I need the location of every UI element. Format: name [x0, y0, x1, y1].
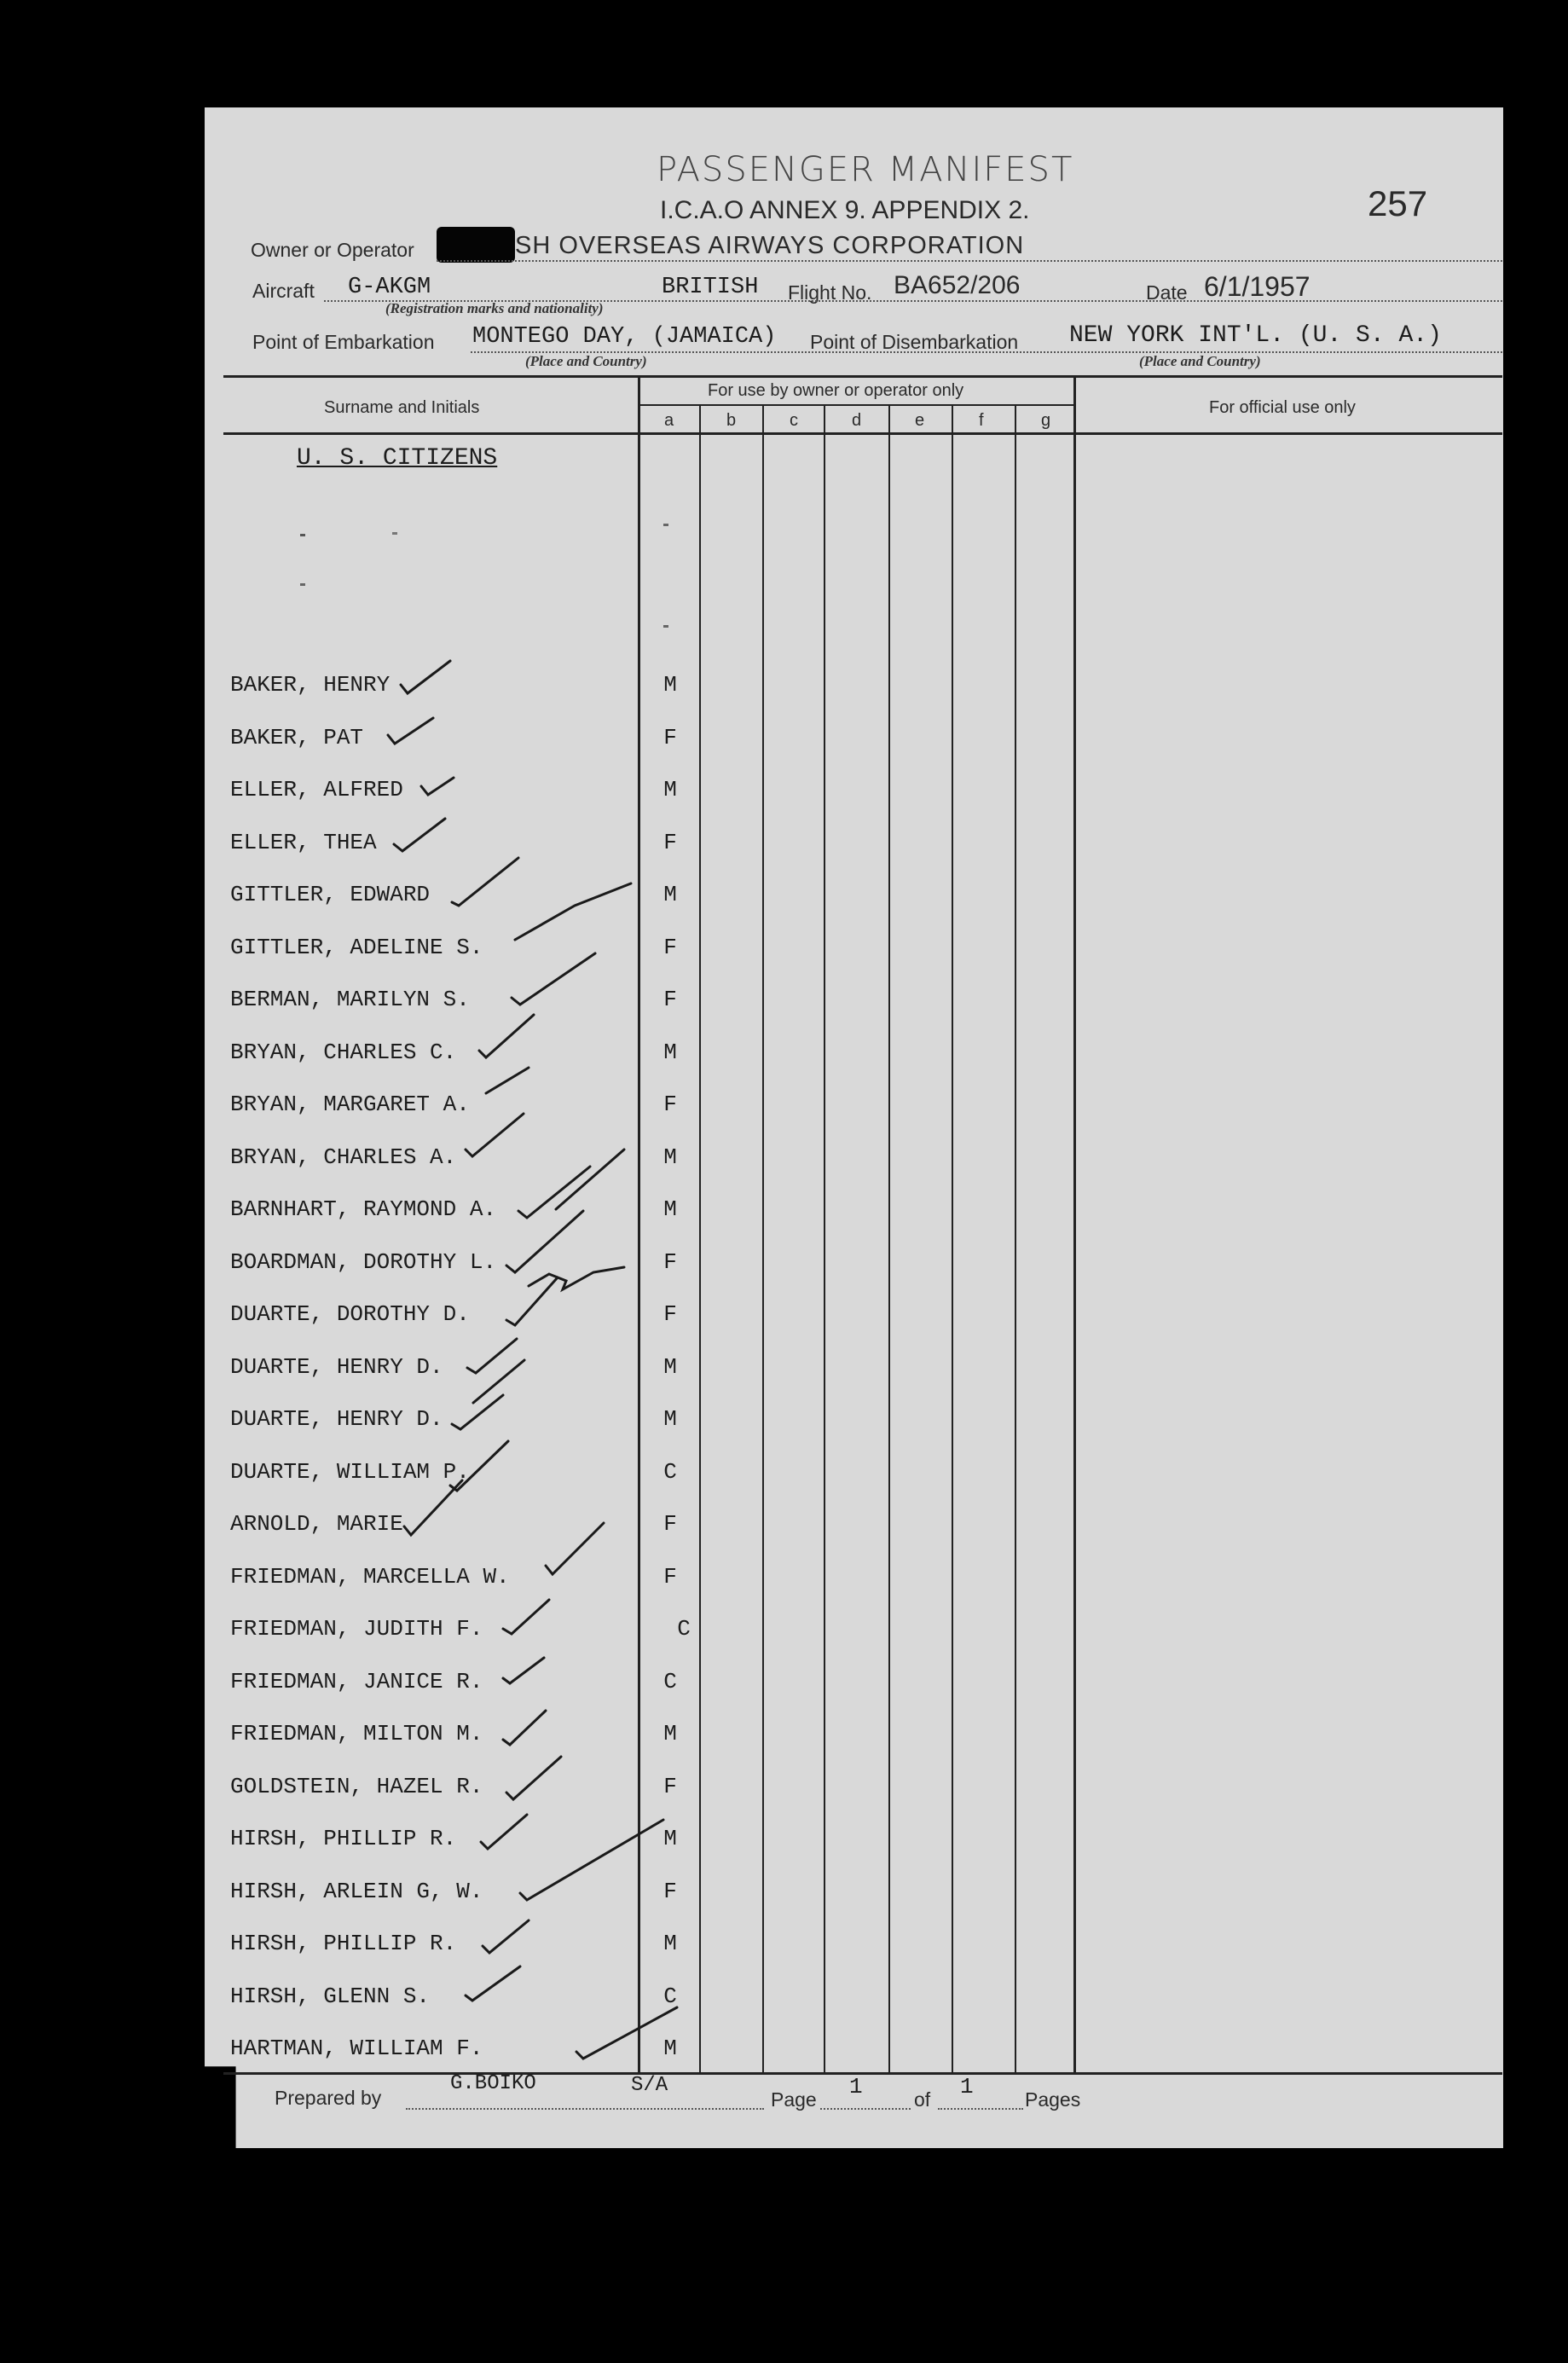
passenger-sex: M	[663, 1196, 677, 1222]
passenger-name: BAKER, PAT	[230, 725, 364, 750]
aircraft-label: Aircraft	[252, 280, 315, 302]
registration-caption: (Registration marks and nationality)	[385, 300, 604, 316]
passenger-sex: C	[663, 1669, 677, 1694]
passenger-sex: F	[663, 830, 677, 855]
passenger-name: ELLER, ALFRED	[230, 777, 403, 802]
passenger-sex: F	[663, 1092, 677, 1117]
column-e-header: e	[915, 411, 925, 430]
passenger-sex: M	[663, 672, 677, 698]
passenger-name: BRYAN, CHARLES A.	[230, 1144, 457, 1170]
passenger-sex: F	[663, 725, 677, 750]
of-label: of	[914, 2088, 931, 2111]
passenger-name: ARNOLD, MARIE	[230, 1511, 403, 1537]
owner-use-header: For use by owner or operator only	[708, 381, 964, 400]
passenger-sex: C	[663, 1984, 677, 2009]
total-pages-value: 1	[960, 2074, 974, 2099]
passenger-sex: F	[663, 987, 677, 1012]
nationality-value: BRITISH	[662, 275, 759, 300]
place-caption-disembark: (Place and Country)	[1139, 353, 1261, 369]
form-subtitle: I.C.A.O ANNEX 9. APPENDIX 2.	[660, 196, 1030, 224]
passenger-sex: M	[663, 1354, 677, 1380]
passenger-name: BERMAN, MARILYN S.	[230, 987, 470, 1012]
passenger-name: FRIEDMAN, MARCELLA W.	[230, 1564, 510, 1590]
passenger-name: FRIEDMAN, MILTON M.	[230, 1721, 483, 1746]
passenger-sex: C	[663, 1459, 677, 1485]
passenger-sex: F	[663, 1249, 677, 1275]
passenger-name: DUARTE, HENRY D.	[230, 1354, 443, 1380]
disembarkation-value: NEW YORK INT'L. (U. S. A.)	[1069, 322, 1442, 349]
owner-value: SH OVERSEAS AIRWAYS CORPORATION	[515, 232, 1025, 259]
passenger-sex: M	[663, 1406, 677, 1432]
passenger-name: BRYAN, MARGARET A.	[230, 1092, 470, 1117]
column-f-header: f	[979, 411, 984, 430]
owner-label: Owner or Operator	[251, 239, 414, 261]
page-number-value: 1	[849, 2074, 863, 2099]
passenger-name: HIRSH, PHILLIP R.	[230, 1931, 457, 1956]
passenger-name: FRIEDMAN, JUDITH F.	[230, 1616, 483, 1642]
passenger-sex: M	[663, 1040, 677, 1065]
passenger-name: HARTMAN, WILLIAM F.	[230, 2036, 483, 2061]
passenger-sex: F	[663, 1774, 677, 1799]
passenger-name: DUARTE, WILLIAM P.	[230, 1459, 470, 1485]
passenger-name: GITTLER, EDWARD	[230, 882, 431, 907]
passenger-sex: M	[663, 1826, 677, 1851]
place-caption-embark: (Place and Country)	[525, 353, 647, 369]
aircraft-value: G-AKGM	[348, 275, 431, 300]
passenger-name: BRYAN, CHARLES C.	[230, 1040, 457, 1065]
column-b-header: b	[726, 411, 737, 430]
passenger-name: GITTLER, ADELINE S.	[230, 935, 483, 960]
column-c-header: c	[790, 411, 798, 430]
passenger-sex: F	[663, 1301, 677, 1327]
passenger-sex: M	[663, 882, 677, 907]
passenger-name: DUARTE, DOROTHY D.	[230, 1301, 470, 1327]
passenger-name: HIRSH, ARLEIN G, W.	[230, 1879, 483, 1904]
passenger-name: HIRSH, GLENN S.	[230, 1984, 431, 2009]
page-label: Page	[771, 2088, 817, 2111]
passenger-sex: F	[663, 1564, 677, 1590]
passenger-name: GOLDSTEIN, HAZEL R.	[230, 1774, 483, 1799]
embarkation-label: Point of Embarkation	[252, 331, 435, 353]
date-value: 6/1/1957	[1204, 271, 1311, 302]
column-g-header: g	[1041, 411, 1051, 430]
passenger-sex: M	[663, 1144, 677, 1170]
passenger-sex: F	[663, 1879, 677, 1904]
pages-label: Pages	[1025, 2088, 1081, 2111]
prepared-by-value: G.BOIKO	[450, 2072, 536, 2095]
passenger-sex: M	[663, 2036, 677, 2061]
passenger-sex: M	[663, 1931, 677, 1956]
prepared-by-role: S/A	[631, 2074, 668, 2097]
prepared-by-label: Prepared by	[275, 2087, 382, 2109]
passenger-sex: F	[663, 935, 677, 960]
passenger-name: FRIEDMAN, JANICE R.	[230, 1669, 483, 1694]
date-label: Date	[1146, 281, 1188, 304]
passenger-sex: C	[677, 1616, 691, 1642]
page-stamp-number: 257	[1368, 183, 1428, 223]
surname-header: Surname and Initials	[324, 398, 480, 417]
section-heading: U. S. CITIZENS	[297, 445, 498, 472]
official-use-header: For official use only	[1209, 398, 1356, 417]
flight-value: BA652/206	[894, 271, 1021, 299]
passenger-sex: M	[663, 777, 677, 802]
flight-label: Flight No.	[788, 281, 872, 304]
passenger-name: BOARDMAN, DOROTHY L.	[230, 1249, 497, 1275]
embarkation-value: MONTEGO DAY, (JAMAICA)	[472, 324, 777, 350]
passenger-name: HIRSH, PHILLIP R.	[230, 1826, 457, 1851]
form-title: PASSENGER MANIFEST	[657, 150, 1074, 189]
passenger-name: DUARTE, HENRY D.	[230, 1406, 443, 1432]
passenger-sex: F	[663, 1511, 677, 1537]
passenger-name: ELLER, THEA	[230, 830, 377, 855]
passenger-name: BARNHART, RAYMOND A.	[230, 1196, 497, 1222]
column-a-header: a	[664, 411, 674, 430]
passenger-sex: M	[663, 1721, 677, 1746]
redaction-mark	[437, 227, 515, 263]
column-d-header: d	[852, 411, 862, 430]
passenger-name: BAKER, HENRY	[230, 672, 391, 698]
disembarkation-label: Point of Disembarkation	[810, 331, 1019, 353]
